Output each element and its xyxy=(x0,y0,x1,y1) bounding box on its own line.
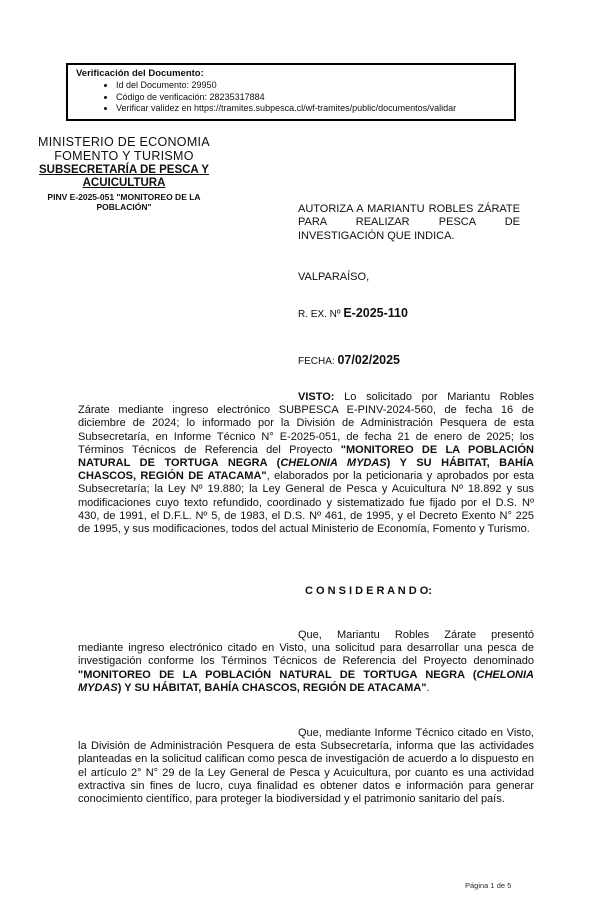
considerando1-project-title-open: "MONITOREO DE LA POBLACIÓN NATURAL DE TORTUGA NEGRA ( xyxy=(78,668,477,681)
ministry-name-line1: MINISTERIO DE ECONOMIA xyxy=(38,135,210,149)
ministry-name-line2: FOMENTO Y TURISMO xyxy=(54,149,194,163)
considerando1-project-title-close: ) Y SU HÁBITAT, BAHÍA CHASCOS, REGIÓN DE ATACAMA" xyxy=(117,681,427,694)
considerando1-intro: Que, Mariantu Robles Zárate presentó mediante ingreso electrónico citado en Visto, una solicitud para desarrollar una pesca de investigación conforme los Términos Técnicos de Referencia del Proyecto denominado xyxy=(78,629,534,668)
visto-outro-text: , elaborados por la peticionaria y aprobados por esta Subsecretaría; la Ley Nº 19.880; la Ley General de Pesca y Acuicultura Nº 18.892 y sus modificaciones cuyo texto refundido, coordinado y sistematizado fue fijado por el D.S. Nº 430, de 1991, el D.F.L. Nº 5, de 1983, el D.S. Nº 461, de 1995, y el Decreto Exento N° 225 de 1995, y sus modificaciones, todos del actual Ministerio de Economía, Fomento y Turismo. xyxy=(78,470,534,536)
city-line: VALPARAÍSO, xyxy=(298,271,370,283)
page-number-indicator: Página 1 de 5 xyxy=(465,881,512,890)
visto-project-title-close: ) Y SU HÁBITAT, BAHÍA CHASCOS, REGIÓN DE ATACAMA" xyxy=(78,457,535,483)
visto-project-species: CHELONIA MYDAS xyxy=(280,457,387,470)
verification-box xyxy=(66,63,516,121)
resolution-number-value: E-2025-110 xyxy=(343,306,408,320)
verification-item-code: • Código de verificación: 28235317884 xyxy=(116,92,510,104)
considerando-paragraph-1 xyxy=(78,629,534,695)
visto-label: VISTO: xyxy=(298,391,335,403)
considerando1-outro: . xyxy=(426,681,430,694)
verification-list xyxy=(76,80,510,115)
date-line xyxy=(298,353,400,367)
letterhead xyxy=(28,135,220,212)
resolution-number-label: R. EX. Nº xyxy=(298,309,344,320)
project-reference: PINV E-2025-051 "MONITOREO DE LA POBLACIÓN" xyxy=(47,192,201,212)
verification-item-url: • Verificar validez en https://tramites.subpesca.cl/wf-tramites/public/documentos/validar xyxy=(116,103,510,115)
date-value: 07/02/2025 xyxy=(337,353,401,367)
visto-intro-text: Lo solicitado por Mariantu Robles Zárate mediante ingreso electrónico SUBPESCA E-PINV-2024-560, de fecha 16 de diciembre de 2024; lo informado por la División de Administración Pesquera de esta Subsecretaría, en Informe Técnico N° E-2025-051, de fecha 21 de enero de 2025; los Términos Técnicos de Referencia del Proyecto xyxy=(78,391,534,456)
verification-item-document-id: • Id del Documento: 29950 xyxy=(116,80,510,92)
considerando-paragraph-2: Que, mediante Informe Técnico citado en Visto, la División de Administración Pesquera de esta Subsecretaría, informa que las actividades planteadas en la solicitud califican como pesca de investigación de acuerdo a lo dispuesto en el artículo 2° N° 29 de la Ley General de Pesca y Acuicultura, por cuanto es una actividad extractiva sin fines de lucro, cuya finalidad es obtener datos e información para generar conocimiento científico, para proteger la biodiversidad y el patrimonio sanitario del país. xyxy=(78,727,534,806)
resolution-subject: AUTORIZA A MARIANTU ROBLES ZÁRATE PARA REALIZAR PESCA DE INVESTIGACIÓN QUE INDICA. xyxy=(298,203,520,242)
subsecretaria-name: SUBSECRETARÍA DE PESCA Y ACUICULTURA xyxy=(39,164,209,189)
considerando1-project-species: CHELONIA MYDAS xyxy=(78,668,534,694)
date-label: FECHA: xyxy=(298,356,338,367)
visto-project-title-open: "MONITOREO DE LA POBLACIÓN NATURAL DE TORTUGA NEGRA ( xyxy=(78,443,534,470)
visto-paragraph xyxy=(78,391,534,536)
verification-title: Verificación del Documento: xyxy=(76,68,204,79)
considerando-heading: C O N S I D E R A N D O: xyxy=(305,585,432,597)
resolution-number-line xyxy=(298,306,408,320)
